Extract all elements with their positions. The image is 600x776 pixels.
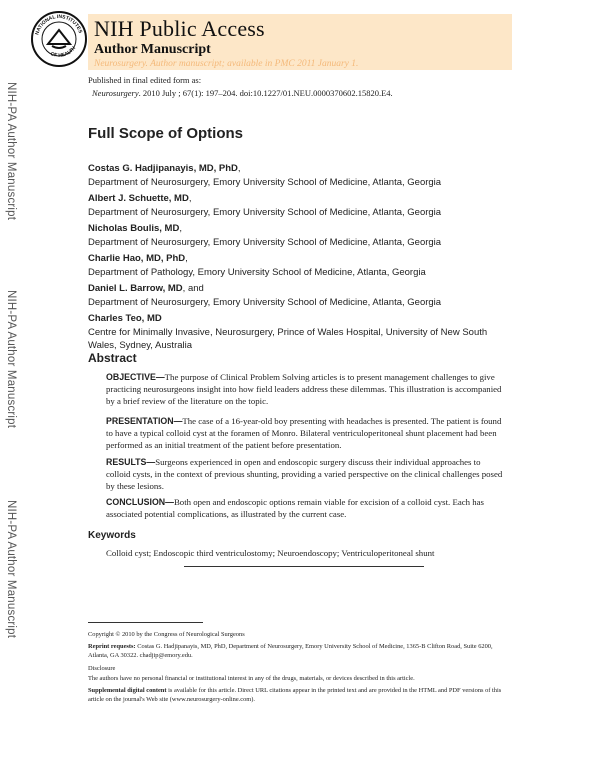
citation-details: . 2010 July ; 67(1): 197–204. doi:10.1227/01.NEU.0000370602.15820.E4.: [138, 88, 393, 98]
author-name: Charlie Hao, MD, PhD: [88, 253, 186, 264]
keywords-heading: Keywords: [88, 530, 136, 541]
section-label: RESULTS—: [106, 457, 156, 467]
nih-logo: [30, 10, 88, 68]
keywords-list: Colloid cyst; Endoscopic third ventriculostomy; Neuroendoscopy; Ventriculoperitoneal shunt: [106, 548, 435, 558]
footnote-divider: [88, 622, 203, 623]
abstract-conclusion: CONCLUSION—Both open and endoscopic options remain viable for excision of a colloid cyst. Each has associated potential complications, as illustrated by the current case.: [106, 497, 484, 520]
nih-public-access-title: NIH Public Access: [94, 16, 265, 41]
abstract-heading: Abstract: [88, 351, 137, 365]
published-label: Published in final edited form as:: [88, 75, 202, 85]
copyright-note: Copyright © 2010 by the Congress of Neurological Surgeons: [88, 631, 245, 638]
author-block: Costas G. Hadjipanayis, MD, PhD, Department of Neurosurgery, Emory University School of Medicine, Atlanta, Georgia: [88, 158, 508, 188]
keywords-divider: [184, 566, 424, 567]
svg-text:OF HEALTH: OF HEALTH: [49, 45, 78, 59]
citation-line: [92, 88, 393, 98]
disclosure-text: The authors have no personal financial or institutional interest in any of the drugs, materials, or devices described in this article.: [88, 675, 415, 682]
section-label: OBJECTIVE—: [106, 372, 165, 382]
author-affiliation: Department of Neurosurgery, Emory University School of Medicine, Atlanta, Georgia: [88, 237, 442, 248]
journal-name: Neurosurgery: [92, 88, 139, 98]
section-label: PRESENTATION—: [106, 416, 183, 426]
author-affiliation: Centre for Minimally Invasive, Neurosurgery, Prince of Wales Hospital, University of New South Wales, Sydney, Australia: [88, 327, 488, 351]
author-name: Albert J. Schuette, MD: [88, 193, 189, 204]
abstract-presentation: PRESENTATION—The case of a 16-year-old boy presenting with headaches is presented. The patient is found to have a typical colloid cyst at the foramen of Monro. Bilateral ventriculoperitoneal shunt placement had been performed as an initial treatment of the patient before presentation.: [106, 416, 502, 451]
author-name: Daniel L. Barrow, MD: [88, 283, 183, 294]
side-watermark-bottom: NIH-PA Author Manuscript: [5, 500, 17, 639]
svg-text:NATIONAL INSTITUTES: NATIONAL INSTITUTES: [34, 13, 84, 36]
author-block: Daniel L. Barrow, MD, and Department of Neurosurgery, Emory University School of Medicine, Atlanta, Georgia: [88, 278, 508, 308]
author-affiliation: Department of Neurosurgery, Emory University School of Medicine, Atlanta, Georgia: [88, 177, 442, 188]
reprint-requests: Reprint requests: Costas G. Hadjipanayis, MD, PhD, Department of Neurosurgery, Emory University School of Medicine, 1365-B Clifton Road, Suite 6200, Atlanta, GA 30322. chadjip@emory.edu.: [88, 643, 493, 659]
side-watermark-top: NIH-PA Author Manuscript: [5, 82, 17, 221]
author-list: [88, 158, 508, 352]
author-affiliation: Department of Pathology, Emory University School of Medicine, Atlanta, Georgia: [88, 267, 426, 278]
author-block: Charlie Hao, MD, PhD, Department of Pathology, Emory University School of Medicine, Atlanta, Georgia: [88, 248, 508, 278]
article-title: Full Scope of Options: [88, 125, 243, 142]
side-watermark-middle: NIH-PA Author Manuscript: [5, 290, 17, 429]
author-manuscript-label: Author Manuscript: [94, 42, 211, 57]
author-block: Nicholas Boulis, MD, Department of Neurosurgery, Emory University School of Medicine, Atlanta, Georgia: [88, 218, 508, 248]
author-affiliation: Department of Neurosurgery, Emory University School of Medicine, Atlanta, Georgia: [88, 207, 442, 218]
abstract-objective: OBJECTIVE—The purpose of Clinical Problem Solving articles is to present management challenges to give practicing neurosurgeons insight into how field leaders address these dilemmas. This illustration is accompanied by a brief review of the literature on the topic.: [106, 372, 502, 407]
author-block: Albert J. Schuette, MD, Department of Neurosurgery, Emory University School of Medicine, Atlanta, Georgia: [88, 188, 508, 218]
author-name: Costas G. Hadjipanayis, MD, PhD: [88, 163, 238, 174]
disclosure-heading: Disclosure: [88, 665, 116, 672]
availability-line: Neurosurgery. Author manuscript; available in PMC 2011 January 1.: [94, 59, 359, 69]
author-name: Charles Teo, MD: [88, 313, 162, 324]
author-affiliation: Department of Neurosurgery, Emory University School of Medicine, Atlanta, Georgia: [88, 297, 442, 308]
author-block: [88, 308, 508, 352]
supplemental-content-note: Supplemental digital content is available for this article. Direct URL citations appear in the printed text and are provided in the HTML and PDF versions of this article on the journal's Web site (www.neurosurgery-online.com).: [88, 687, 502, 703]
author-name: Nicholas Boulis, MD: [88, 223, 180, 234]
section-label: CONCLUSION—: [106, 497, 174, 507]
abstract-results: RESULTS—Surgeons experienced in open and endoscopic surgery discuss their individual approaches to colloid cysts, in the context of previous shunting, providing a varied perspective on the clinical challenges posed by these lesions.: [106, 457, 503, 492]
